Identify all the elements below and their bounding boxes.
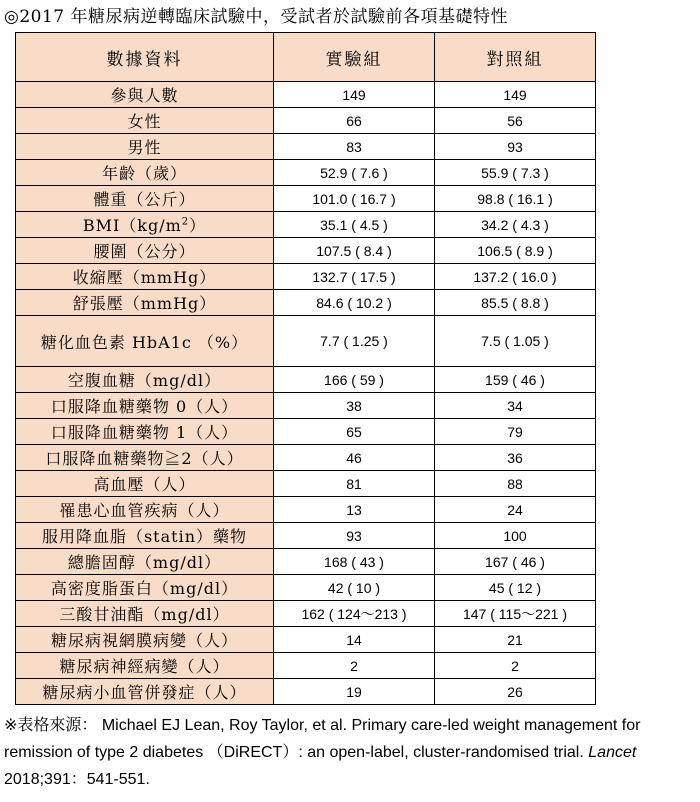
experimental-value: 166 ( 59 ) <box>274 367 435 393</box>
table-row <box>16 471 596 497</box>
control-value: 100 <box>435 523 596 549</box>
control-value: 34.2 ( 4.3 ) <box>435 212 596 238</box>
row-label: 口服降血糖藥物 1（人） <box>16 419 274 445</box>
header-control-group: 對照組 <box>435 33 596 82</box>
control-value: 2 <box>435 653 596 679</box>
table-row <box>16 82 596 108</box>
control-value: 26 <box>435 679 596 705</box>
experimental-value: 101.0 ( 16.7 ) <box>274 186 435 212</box>
table-row <box>16 212 596 238</box>
table-row <box>16 575 596 601</box>
experimental-value: 7.7 ( 1.25 ) <box>274 316 435 367</box>
row-label: 高密度脂蛋白（mg/dl） <box>16 575 274 601</box>
control-value: 167 ( 46 ) <box>435 549 596 575</box>
control-value: 45 ( 12 ) <box>435 575 596 601</box>
source-text: ※表格來源： Michael EJ Lean, Roy Taylor, et al. Primary care-led weight management for remission of type 2 diabetes （DiRECT）: an open-label, cluster-randomised trial. <box>4 717 641 761</box>
table-row <box>16 627 596 653</box>
journal-name: Lancet <box>588 744 637 761</box>
control-value: 159 ( 46 ) <box>435 367 596 393</box>
control-value: 24 <box>435 497 596 523</box>
control-value: 36 <box>435 445 596 471</box>
table-row <box>16 653 596 679</box>
experimental-value: 83 <box>274 134 435 160</box>
row-label: 糖尿病神經病變（人） <box>16 653 274 679</box>
experimental-value: 107.5 ( 8.4 ) <box>274 238 435 264</box>
experimental-value: 81 <box>274 471 435 497</box>
control-value: 147 ( 115～221 ) <box>435 601 596 627</box>
experimental-value: 168 ( 43 ) <box>274 549 435 575</box>
row-label: 總膽固醇（mg/dl） <box>16 549 274 575</box>
experimental-value: 84.6 ( 10.2 ) <box>274 290 435 316</box>
row-label: 年齡（歲） <box>16 160 274 186</box>
experimental-value: 46 <box>274 445 435 471</box>
row-label: 體重（公斤） <box>16 186 274 212</box>
table-row <box>16 679 596 705</box>
experimental-value: 132.7 ( 17.5 ) <box>274 264 435 290</box>
baseline-characteristics-table <box>15 32 596 705</box>
row-label: 糖化血色素 HbA1c （%） <box>16 316 274 367</box>
control-value: 93 <box>435 134 596 160</box>
control-value: 137.2 ( 16.0 ) <box>435 264 596 290</box>
page-title: ◎2017 年糖尿病逆轉臨床試驗中，受試者於試驗前各項基礎特性 <box>4 7 508 27</box>
row-label: 腰圍（公分） <box>16 238 274 264</box>
control-value: 56 <box>435 108 596 134</box>
table-header-row <box>16 33 596 82</box>
table-row <box>16 601 596 627</box>
row-label: 三酸甘油酯（mg/dl） <box>16 601 274 627</box>
row-label: 糖尿病小血管併發症（人） <box>16 679 274 705</box>
experimental-value: 13 <box>274 497 435 523</box>
table-row <box>16 445 596 471</box>
table-row <box>16 549 596 575</box>
control-value: 98.8 ( 16.1 ) <box>435 186 596 212</box>
row-label: 糖尿病視網膜病變（人） <box>16 627 274 653</box>
control-value: 7.5 ( 1.05 ) <box>435 316 596 367</box>
experimental-value: 42 ( 10 ) <box>274 575 435 601</box>
header-data: 數據資料 <box>16 33 274 82</box>
source-citation <box>4 712 698 793</box>
row-label: 收縮壓（mmHg） <box>16 264 274 290</box>
experimental-value: 66 <box>274 108 435 134</box>
row-label-end: ） <box>189 216 207 235</box>
table-row <box>16 419 596 445</box>
row-label: 空腹血糖（mg/dl） <box>16 367 274 393</box>
row-label: 參與人數 <box>16 82 274 108</box>
experimental-value: 2 <box>274 653 435 679</box>
row-label <box>16 212 274 238</box>
citation-details: 2018;391：541-551. <box>4 771 150 788</box>
experimental-value: 162 ( 124～213 ) <box>274 601 435 627</box>
control-value: 106.5 ( 8.9 ) <box>435 238 596 264</box>
table-row <box>16 238 596 264</box>
experimental-value: 14 <box>274 627 435 653</box>
table-row <box>16 264 596 290</box>
table-row <box>16 497 596 523</box>
row-label: 口服降血糖藥物≧2（人） <box>16 445 274 471</box>
table-row <box>16 523 596 549</box>
experimental-value: 35.1 ( 4.5 ) <box>274 212 435 238</box>
table-row <box>16 393 596 419</box>
table-row <box>16 160 596 186</box>
control-value: 79 <box>435 419 596 445</box>
row-label: 男性 <box>16 134 274 160</box>
superscript: 2 <box>181 216 190 228</box>
experimental-value: 149 <box>274 82 435 108</box>
control-value: 55.9 ( 7.3 ) <box>435 160 596 186</box>
table-row <box>16 367 596 393</box>
experimental-value: 52.9 ( 7.6 ) <box>274 160 435 186</box>
control-value: 88 <box>435 471 596 497</box>
row-label: 女性 <box>16 108 274 134</box>
control-value: 34 <box>435 393 596 419</box>
control-value: 21 <box>435 627 596 653</box>
row-label: 口服降血糖藥物 0（人） <box>16 393 274 419</box>
row-label: 舒張壓（mmHg） <box>16 290 274 316</box>
row-label: 高血壓（人） <box>16 471 274 497</box>
control-value: 85.5 ( 8.8 ) <box>435 290 596 316</box>
row-label: 服用降血脂（statin）藥物 <box>16 523 274 549</box>
table-row <box>16 316 596 367</box>
control-value: 149 <box>435 82 596 108</box>
table-row <box>16 290 596 316</box>
experimental-value: 65 <box>274 419 435 445</box>
row-label: 罹患心血管疾病（人） <box>16 497 274 523</box>
table-row <box>16 186 596 212</box>
experimental-value: 38 <box>274 393 435 419</box>
table-row <box>16 134 596 160</box>
header-experimental-group: 實驗組 <box>274 33 435 82</box>
experimental-value: 93 <box>274 523 435 549</box>
experimental-value: 19 <box>274 679 435 705</box>
table-row <box>16 108 596 134</box>
row-label-text: BMI（kg/m <box>82 216 182 235</box>
